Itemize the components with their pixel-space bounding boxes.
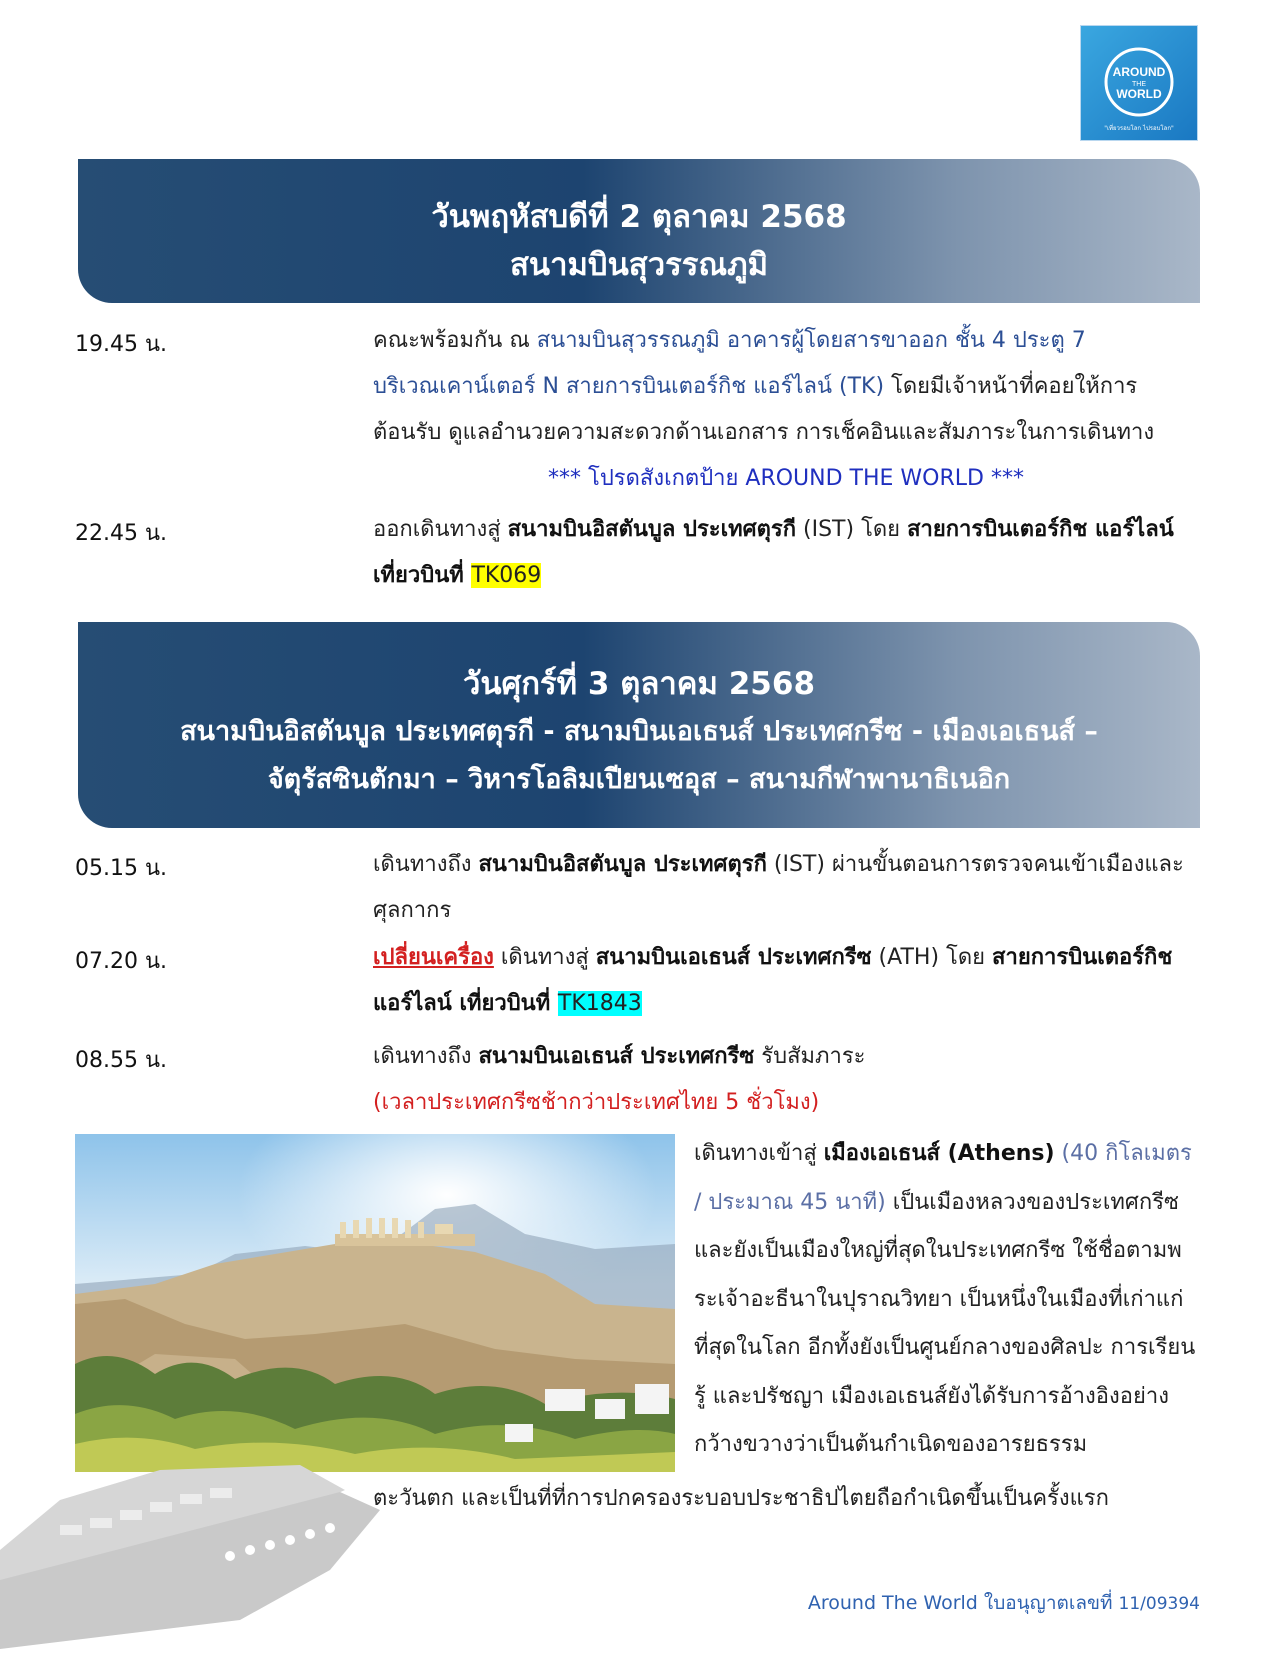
logo-line1: AROUND — [1112, 65, 1166, 79]
day1-title: วันพฤหัสบดีที่ 2 ตุลาคม 2568 — [431, 199, 847, 235]
change-plane-label: เปลี่ยนเครื่อง — [373, 945, 494, 970]
item-text: เดินทางถึง — [373, 852, 479, 877]
footer-license-number: 11/09394 — [1118, 1594, 1200, 1614]
itinerary-item-0515 — [373, 842, 1199, 934]
item-text: รับสัมภาระ — [754, 1044, 866, 1069]
city-name: เมืองเอเธนส์ (Athens) — [823, 1141, 1055, 1166]
day1-banner — [78, 159, 1200, 303]
item-text: (IST) ผ่านขั้นตอนการตรวจคนเข้าเมืองและศุลกากร — [373, 852, 1184, 923]
footer-company: Around The World — [807, 1592, 978, 1614]
arrival-airport: สนามบินเอเธนส์ ประเทศกรีซ — [478, 1044, 755, 1069]
item-text: (IST) โดย — [796, 517, 908, 542]
item-text: เดินทางสู่ — [493, 945, 596, 970]
time-1945: 19.45 น. — [75, 332, 168, 357]
time-0720: 07.20 น. — [75, 949, 168, 974]
day2-subtitle-line1: สนามบินอิสตันบูล ประเทศตุรกี - สนามบินเอเธนส์ ประเทศกรีซ - เมืองเอเธนส์ – — [180, 716, 1098, 747]
athens-description — [694, 1130, 1200, 1470]
notice-sign: *** โปรดสังเกตป้าย AROUND THE WORLD *** — [548, 466, 1024, 491]
arrival-airport: สนามบินอิสตันบูล ประเทศตุรกี — [478, 852, 767, 877]
time-0515: 05.15 น. — [75, 856, 168, 881]
ship-watermark-icon — [0, 1430, 380, 1649]
item-text: โดยมีเจ้าหน้าที่คอยให้การต้อนรับ ดูแลอำนวยความสะดวกด้านเอกสาร การเช็คอินและสัมภาระในการเดินทาง — [373, 374, 1155, 445]
itinerary-item-0855 — [373, 1034, 1199, 1126]
logo-tagline: "เที่ยวรอบโลก ไปรอบโลก" — [1104, 125, 1174, 132]
airline-name: สายการบินเตอร์กิช แอร์ไลน์ เที่ยวบินที่ — [373, 945, 1173, 1016]
itinerary-item-1945 — [373, 318, 1199, 502]
time-difference-note: (เวลาประเทศกรีซช้ากว่าประเทศไทย 5 ชั่วโมง) — [373, 1090, 820, 1115]
globe-logo-icon — [1081, 26, 1197, 140]
athens-description-end: ตะวันตก และเป็นที่ที่การปกครองระบอบประชาธิปไตยถือกำเนิดขึ้นเป็นครั้งแรก — [373, 1486, 1109, 1511]
day2-subtitle-line2: จัตุรัสซินตักมา – วิหารโอลิมเปียนเซอุส – สนามกีฬาพานาธิเนอิก — [267, 764, 1011, 795]
itinerary-item-2245 — [373, 507, 1199, 599]
counter-location: บริเวณเคาน์เตอร์ N สายการบินเตอร์กิช แอร์ไลน์ (TK) — [373, 374, 885, 399]
flight-number: TK069 — [471, 563, 542, 588]
company-logo — [1080, 25, 1198, 141]
logo-line3: WORLD — [1116, 87, 1162, 101]
airline-name: สายการบินเตอร์กิช แอร์ไลน์ เที่ยวบินที่ — [373, 517, 1174, 588]
item-text: (ATH) โดย — [871, 945, 993, 970]
flight-number: TK1843 — [557, 991, 642, 1016]
day2-title: วันศุกร์ที่ 3 ตุลาคม 2568 — [462, 666, 816, 702]
acropolis-photo — [75, 1134, 675, 1472]
item-text: ออกเดินทางสู่ — [373, 517, 508, 542]
time-0855: 08.55 น. — [75, 1048, 168, 1073]
destination-airport: สนามบินเอเธนส์ ประเทศกรีซ — [595, 945, 872, 970]
footer-license — [808, 1588, 1200, 1618]
itinerary-item-0720 — [373, 935, 1199, 1027]
item-text: คณะพร้อมกัน ณ — [373, 328, 537, 353]
item-text: เดินทางเข้าสู่ — [694, 1141, 824, 1166]
airport-location: สนามบินสุวรรณภูมิ อาคารผู้โดยสารขาออก ชั้น 4 ประตู 7 — [536, 328, 1086, 353]
distance-info: (40 กิโลเมตร / ประมาณ 45 นาที) — [694, 1141, 1192, 1215]
footer-license-label: ใบอนุญาตเลขที่ — [977, 1592, 1119, 1614]
destination-airport: สนามบินอิสตันบูล ประเทศตุรกี — [507, 517, 797, 542]
item-text: เดินทางถึง — [373, 1044, 479, 1069]
time-2245: 22.45 น. — [75, 521, 168, 546]
logo-line2: THE — [1132, 81, 1146, 88]
day2-banner — [78, 622, 1200, 828]
day1-subtitle: สนามบินสุวรรณภูมิ — [509, 247, 769, 283]
item-text: เป็นเมืองหลวงของประเทศกรีซและยังเป็นเมืองใหญ่ที่สุดในประเทศกรีซ ใช้ชื่อตามพระเจ้าอะธีนาในปุราณวิทยา เป็นหนึ่งในเมืองที่เก่าแก่ที่สุดในโลก อีกทั้งยังเป็นศูนย์กลางของศิลปะ การเรียนรู้ และปรัชญา เมืองเอเธนส์ยังได้รับการอ้างอิงอย่างกว้างขวางว่าเป็นต้นกำเนิดของอารยธรรม — [694, 1189, 1196, 1457]
